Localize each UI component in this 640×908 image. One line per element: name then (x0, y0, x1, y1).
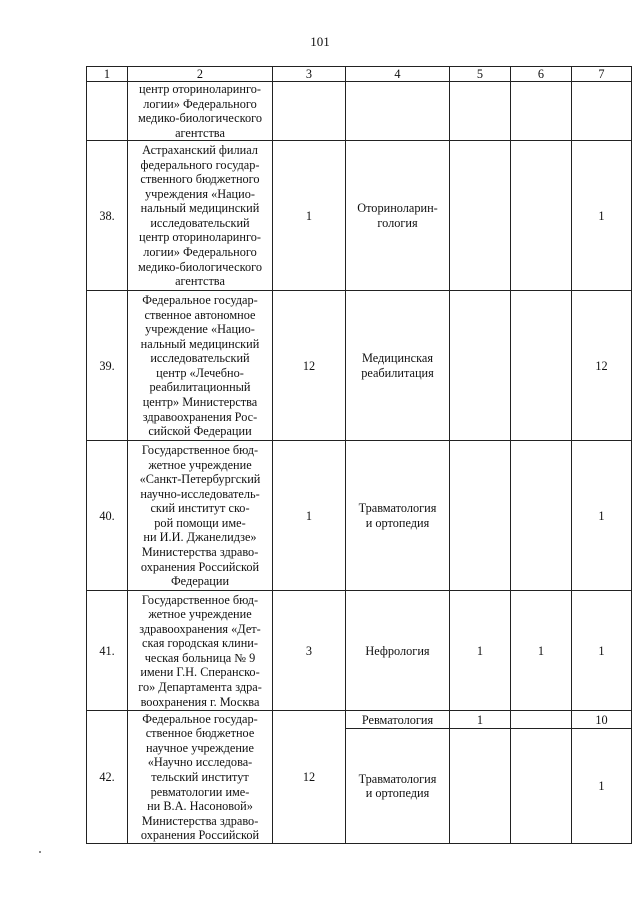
table-row (87, 141, 632, 291)
page-number: 101 (310, 34, 330, 49)
cell-col6 (511, 141, 572, 291)
table-row-42-first (87, 711, 632, 729)
profile-cell (346, 441, 450, 591)
cell-col7: 1 (572, 441, 632, 591)
table-header-row (87, 67, 632, 82)
profile-text: Травматология и ортопедия (358, 501, 437, 530)
cell-col5: 1 (450, 711, 511, 729)
organization-cell (128, 141, 273, 291)
row-number-cell: 39. (87, 291, 128, 441)
cell (346, 82, 450, 141)
organization-text: Государственное бюд- жетное учреждение здравоохранения «Дет- ская городская клини- ческая больница № 9 имени Г.Н. Сперанско- го» Департамента здра- воохранения г. Москва (138, 592, 262, 709)
document-table (86, 66, 632, 844)
organization-cell (128, 711, 273, 844)
quantity-cell: 3 (273, 591, 346, 711)
cell-col6 (511, 729, 572, 844)
row-number-cell: 42. (87, 711, 128, 844)
profile-cell (346, 729, 450, 844)
organization-cell (128, 291, 273, 441)
cell (450, 82, 511, 141)
cell (511, 82, 572, 141)
row-number-cell (87, 82, 128, 141)
cell-col6: 1 (511, 591, 572, 711)
profile-cell (346, 711, 450, 729)
organization-text: Федеральное государ- ственное бюджетное научное учреждение «Научно исследова- тельский институт ревматологии име- ни В.А. Насоновой» Министерства здраво- охранения Российской (140, 711, 260, 843)
profile-cell (346, 291, 450, 441)
table-row-continuation (87, 82, 632, 141)
table-row (87, 291, 632, 441)
column-header: 5 (450, 67, 511, 82)
quantity-cell: 1 (273, 441, 346, 591)
row-number-cell: 40. (87, 441, 128, 591)
scan-speck (39, 851, 41, 853)
quantity-cell: 1 (273, 141, 346, 291)
quantity-cell: 12 (273, 711, 346, 844)
profile-text: Нефрология (365, 643, 430, 658)
cell-col7: 1 (572, 141, 632, 291)
cell-col7: 10 (572, 711, 632, 729)
column-header: 6 (511, 67, 572, 82)
cell-col6 (511, 711, 572, 729)
cell-col5: 1 (450, 591, 511, 711)
organization-cell (128, 591, 273, 711)
organization-cell (128, 82, 273, 141)
cell-col7: 12 (572, 291, 632, 441)
profile-cell (346, 591, 450, 711)
profile-cell (346, 141, 450, 291)
column-header: 2 (128, 67, 273, 82)
cell (273, 82, 346, 141)
cell-col5 (450, 291, 511, 441)
organization-text: Астраханский филиал федерального государ- ственного бюджетного учреждения «Нацио- нальный медицинский исследовательский центр оториноларинго- логии» Федерального медико-биологического агентства (137, 142, 263, 289)
column-header: 4 (346, 67, 450, 82)
organization-text: Федеральное государ- ственное автономное учреждение «Нацио- нальный медицинский исследовательский центр «Лечебно- реабилитационный центр» Министерства здравоохранения Рос- сийской Федерации (140, 292, 260, 439)
organization-cell (128, 441, 273, 591)
column-header: 3 (273, 67, 346, 82)
quantity-cell: 12 (273, 291, 346, 441)
profile-text: Медицинская реабилитация (361, 351, 434, 380)
table-row (87, 441, 632, 591)
cell-col7: 1 (572, 729, 632, 844)
table-row (87, 591, 632, 711)
cell-col5 (450, 441, 511, 591)
column-header: 7 (572, 67, 632, 82)
column-header: 1 (87, 67, 128, 82)
cell-col6 (511, 441, 572, 591)
cell-col5 (450, 141, 511, 291)
cell-col5 (450, 729, 511, 844)
organization-text: Государственное бюд- жетное учреждение «Санкт-Петербургский научно-исследователь- ский институт ско- рой помощи име- ни И.И. Джанелидзе» Министерства здраво- охранения Российской Федерации (139, 442, 261, 589)
profile-text: Ревматология (361, 712, 434, 727)
row-number-cell: 38. (87, 141, 128, 291)
row-number-cell: 41. (87, 591, 128, 711)
organization-text: центр оториноларинго- логии» Федерального медико-биологического агентства (137, 82, 263, 140)
cell-col6 (511, 291, 572, 441)
profile-text: Оториноларин- гология (357, 201, 438, 230)
cell (572, 82, 632, 141)
profile-text: Травматология и ортопедия (358, 771, 437, 801)
cell-col7: 1 (572, 591, 632, 711)
